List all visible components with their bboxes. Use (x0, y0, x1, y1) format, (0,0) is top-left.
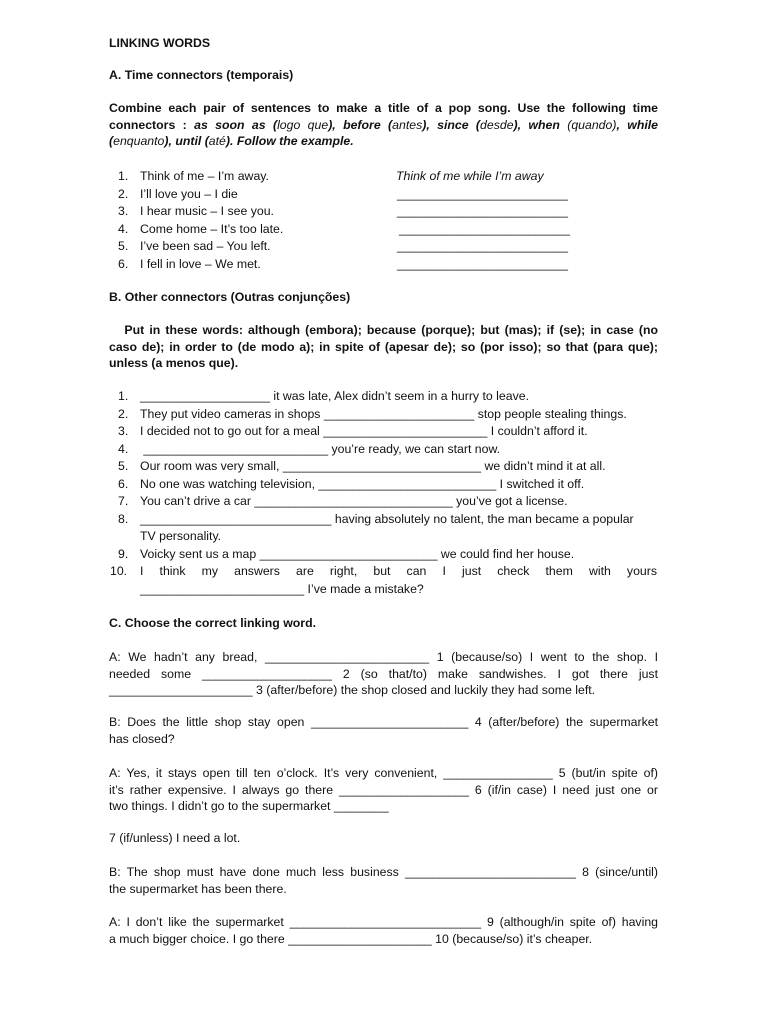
list-item (108, 388, 657, 406)
list-item (108, 256, 568, 274)
instr-text: ). Follow the example. (225, 134, 354, 148)
section-a-instr-line-3 (109, 133, 658, 150)
section-b-list (108, 388, 657, 598)
instr-text: ), before ( (328, 117, 393, 132)
dialogue-paragraph-2 (109, 714, 658, 747)
answer-blank[interactable]: _________________________ (397, 239, 568, 253)
item-text: ___________________ it was late, Alex didn’t seem in a hurry to leave. (140, 389, 529, 403)
item-number: 9. (118, 546, 129, 561)
dialogue-paragraph-1 (109, 649, 658, 699)
dialogue-paragraph-5 (109, 864, 658, 897)
dialogue-line: A: We hadn’t any bread, ________________________ 1 (because/so) I went to the shop. I (109, 650, 658, 664)
list-item (108, 186, 568, 204)
dialogue-line: it’s rather expensive. I always go there ___________________ 6 (if/in case) I need just one or (109, 782, 658, 797)
item-text-continued: ________________________ I’ve made a mistake? (140, 581, 424, 596)
item-text: Come home – It’s too late. (140, 221, 284, 236)
item-number: 7. (118, 494, 129, 508)
instr-translation: antes (392, 117, 423, 132)
item-text: I decided not to go out for a meal ________________________ I couldn’t afford it. (140, 424, 588, 438)
item-text: I hear music – I see you. (140, 204, 274, 218)
page-title: LINKING WORDS (109, 36, 211, 50)
section-b-instr-line-2: caso de); in order to (de modo a); in spite of (apesar de); so (por isso); so that (para que); (109, 339, 658, 354)
dialogue-paragraph-6 (109, 914, 658, 947)
instr-text: as soon as ( (194, 117, 278, 132)
instr-text: connectors : (109, 117, 195, 132)
item-number: 4. (118, 441, 129, 456)
section-c-heading: C. Choose the correct linking word. (109, 616, 317, 630)
item-text: ____________________________ having absolutely no talent, the man became a popular (140, 511, 634, 526)
list-item (108, 441, 657, 459)
answer-blank[interactable]: _________________________ (397, 256, 568, 271)
instr-text: ( (109, 134, 114, 148)
item-number: 2. (118, 406, 129, 421)
item-number: 8. (118, 511, 129, 526)
dialogue-line: the supermarket has been there. (109, 881, 287, 896)
item-number: 5. (118, 239, 129, 253)
section-a-instr-line-2 (109, 117, 658, 134)
answer-blank[interactable]: _________________________ (397, 186, 568, 201)
dialogue-line: two things. I didn’t go to the supermarket ________ (109, 799, 389, 813)
dialogue-line: needed some ___________________ 2 (so that/to) make sandwishes. I got there just (109, 666, 658, 681)
instr-text: ), since ( (422, 117, 481, 132)
item-text-continued: TV personality. (140, 529, 222, 543)
section-b-heading: B. Other connectors (Outras conjunções) (109, 290, 351, 304)
dialogue-line: A: I don’t like the supermarket ____________________________ 9 (although/in spite of) having (109, 915, 658, 929)
item-number: 3. (118, 204, 129, 218)
dialogue-line: _____________________ 3 (after/before) the shop closed and luckily they had some left. (109, 683, 596, 697)
list-item (108, 546, 657, 564)
instr-translation: desde (480, 117, 514, 132)
item-text: I’ve been sad – You left. (140, 239, 271, 253)
list-item (108, 221, 570, 239)
list-item (108, 168, 544, 186)
dialogue-line: B: Does the little shop stay open _______________________ 4 (after/before) the supermarket (109, 715, 658, 729)
item-text: They put video cameras in shops ______________________ stop people stealing things. (140, 406, 627, 421)
instr-text: ), when (513, 117, 568, 132)
list-item (108, 493, 657, 511)
list-item (108, 406, 657, 424)
dialogue-line: has closed? (109, 731, 175, 746)
section-b-instr-line-3: unless (a menos que). (109, 356, 239, 370)
instr-translation: até (208, 134, 226, 148)
item-number: 10. (110, 564, 128, 578)
item-text: No one was watching television, __________________________ I switched it off. (140, 476, 585, 491)
dialogue-line: a much bigger choice. I go there _____________________ 10 (because/so) it’s cheaper. (109, 931, 593, 946)
list-item (108, 563, 657, 598)
dialogue-line: B: The shop must have done much less business _________________________ 8 (since/until) (109, 865, 658, 879)
item-number: 1. (118, 169, 129, 183)
list-item (108, 203, 568, 221)
instr-text: ), until ( (164, 134, 209, 148)
section-b-instr-line-1: Put in these words: although (embora); because (porque); but (mas); if (se); in case (no (109, 323, 658, 337)
list-item (108, 423, 657, 441)
list-item (108, 458, 657, 476)
section-a-heading: A. Time connectors (temporais) (109, 68, 294, 82)
instr-text: , while (616, 117, 659, 132)
item-text: You can’t drive a car _____________________________ you’ve got a license. (140, 494, 568, 508)
answer-blank[interactable]: _________________________ (397, 204, 568, 218)
list-item (108, 476, 657, 494)
item-number: 2. (118, 186, 129, 201)
instr-translation: enquanto (113, 134, 165, 148)
item-number: 6. (118, 476, 129, 491)
item-text: I think my answers are right, but can I just check them with yours (140, 564, 657, 578)
item-number: 5. (118, 459, 129, 473)
section-b-instructions (109, 322, 658, 372)
list-item (108, 511, 657, 546)
item-number: 3. (118, 424, 129, 438)
item-number: 6. (118, 256, 129, 271)
item-text: Our room was very small, _____________________________ we didn’t mind it at all. (140, 459, 606, 473)
instr-translation: logo que (277, 117, 329, 132)
answer-blank[interactable]: _________________________ (399, 221, 570, 236)
item-number: 4. (118, 221, 129, 236)
item-text: ___________________________ you’re ready, we can start now. (140, 441, 501, 456)
item-text: Voicky sent us a map __________________________ we could find her house. (140, 546, 575, 561)
list-item (108, 238, 568, 256)
section-a-instr-line-1: Combine each pair of sentences to make a title of a pop song. Use the following time (109, 101, 658, 115)
dialogue-paragraph-3 (109, 765, 658, 815)
item-text: Think of me – I’m away. (140, 169, 269, 183)
section-a-list (108, 168, 570, 273)
example-answer: Think of me while I’m away (396, 169, 544, 183)
instr-translation: (quando) (567, 117, 617, 132)
item-text: I’ll love you – I die (140, 186, 238, 201)
section-a-instructions (109, 100, 658, 150)
dialogue-line: A: Yes, it stays open till ten o’clock. It’s very convenient, ________________ 5 (but/in spite of) (109, 766, 658, 780)
item-number: 1. (118, 389, 129, 403)
dialogue-paragraph-4: 7 (if/unless) I need a lot. (109, 831, 241, 845)
item-text: I fell in love – We met. (140, 256, 261, 271)
